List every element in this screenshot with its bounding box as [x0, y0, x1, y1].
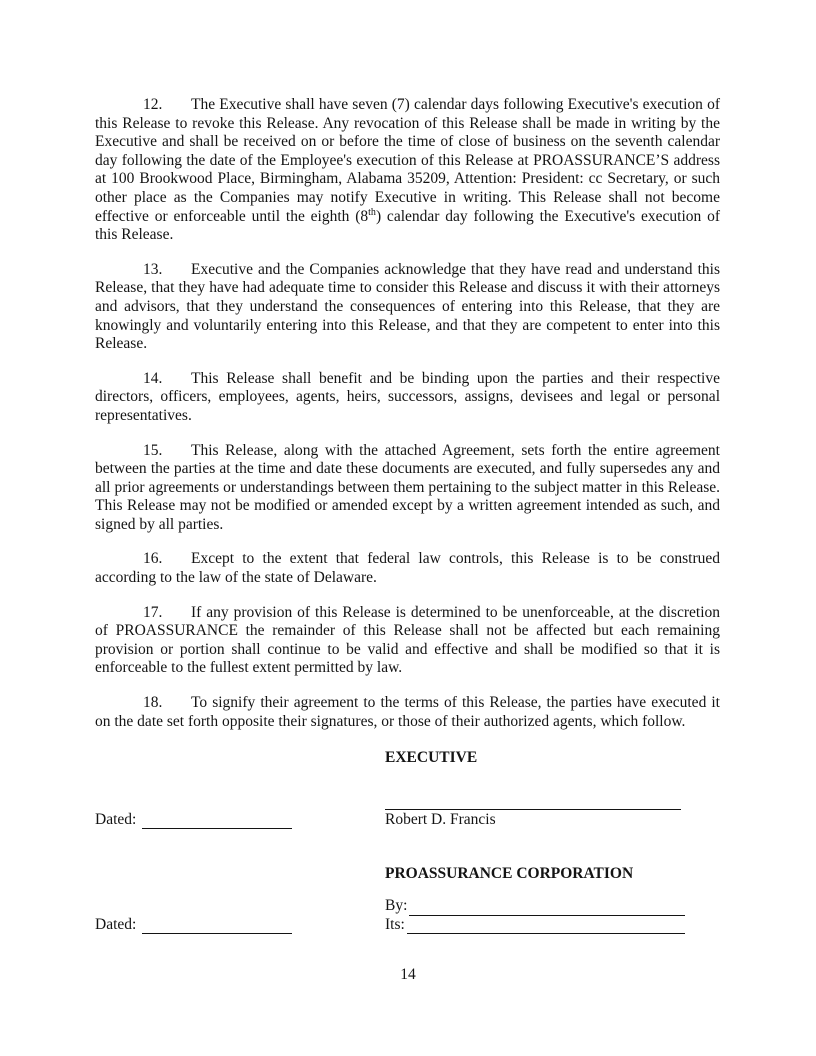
paragraph-text: Executive and the Companies acknowledge that they have read and understand this Release, that they have had adequate time to consider this Release and discuss it with their attorneys and advisors, that they understand the consequences of entering into this Release, that they are knowingly and voluntarily entering into this Release, and that they are competent to enter into this Release. — [95, 260, 720, 353]
ordinal-superscript: th — [368, 206, 376, 218]
paragraph-12 — [95, 96, 720, 245]
its-blank-line — [407, 917, 685, 934]
executive-signature-row — [95, 793, 720, 830]
paragraph-text: ) calendar day following the Executive's execution of this Release. — [95, 207, 720, 244]
paragraph-number: 18. — [143, 694, 163, 712]
paragraph-number: 15. — [143, 441, 163, 459]
by-blank-line — [409, 899, 685, 916]
paragraph-16 — [95, 550, 720, 587]
corporation-signature-cell — [385, 897, 685, 934]
page-number: 14 — [400, 966, 416, 983]
paragraph-number: 14. — [143, 369, 163, 387]
paragraph-number: 12. — [143, 96, 163, 113]
paragraph-number: 16. — [143, 550, 163, 568]
paragraph-text: If any provision of this Release is determined to be unenforceable, at the discretion of PROASSURANCE the remainder of this Release shall not be affected but each remaining provision or portion shall continue to be valid and effective and shall be modified so that it is enforceable to the fullest extent permitted by law. — [95, 603, 720, 677]
document-body — [95, 96, 720, 934]
executive-dated-cell — [95, 811, 385, 830]
paragraph-text: Except to the extent that federal law controls, this Release is to be construed according to the law of the state of Delaware. — [95, 550, 720, 587]
its-row — [385, 916, 685, 935]
by-label: By: — [385, 897, 408, 914]
corporation-signature-row — [95, 897, 720, 934]
dated-blank-line — [142, 812, 292, 829]
paragraph-number: 13. — [143, 260, 163, 278]
its-label: Its: — [385, 915, 405, 933]
corporation-dated-cell — [95, 916, 385, 935]
paragraph-17 — [95, 604, 720, 678]
paragraph-number: 17. — [143, 603, 163, 621]
executive-signature-line — [385, 793, 681, 810]
dated-blank-line — [142, 917, 292, 934]
paragraph-14 — [95, 370, 720, 426]
dated-label: Dated: — [95, 810, 137, 828]
executive-signature-cell — [385, 793, 685, 830]
paragraph-15 — [95, 442, 720, 535]
executive-heading: EXECUTIVE — [385, 749, 478, 767]
paragraph-text: The Executive shall have seven (7) calendar days following Executive's execution of this Release to revoke this Release. Any revocation of this Release shall be made in writing by the Executive and shall be received on or before the time of close of business on the seventh calendar day following the date of the Employee's execution of this Release at PROASSURANCE’S address at 100 Brookwood Place, Birmingham, Alabama 35209, Attention: President: cc Secretary, or such other place as the Companies may notify Executive in writing. This Release shall not become effective or enforceable until the eighth (8 — [95, 96, 720, 225]
dated-label: Dated: — [95, 915, 137, 933]
paragraph-text: This Release, along with the attached Agreement, sets forth the entire agreement between the parties at the time and date these documents are executed, and fully supersedes any and all prior agreements or understandings between them pertaining to the subject matter in this Release. This Release may not be modified or amended except by a written agreement intended as such, and signed by all parties. — [95, 441, 720, 533]
paragraph-text: This Release shall benefit and be binding upon the parties and their respective directors, officers, employees, agents, heirs, successors, assigns, devisees and legal or personal representatives. — [95, 369, 720, 424]
paragraph-18 — [95, 694, 720, 731]
paragraph-text: To signify their agreement to the terms of this Release, the parties have executed it on the date set forth opposite their signatures, or those of their authorized agents, which follow. — [95, 694, 720, 730]
corporation-heading: PROASSURANCE CORPORATION — [385, 865, 634, 883]
signatory-name: Robert D. Francis — [385, 810, 496, 828]
paragraph-13 — [95, 261, 720, 354]
by-row — [385, 897, 685, 916]
